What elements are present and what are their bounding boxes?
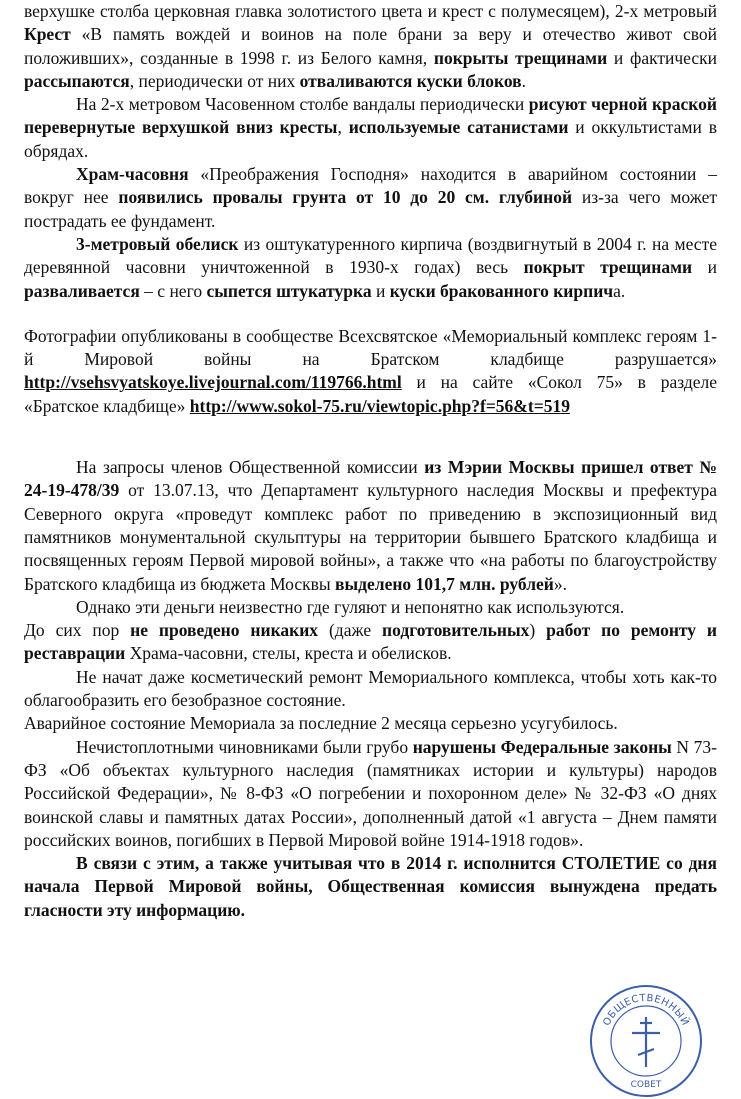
- paragraph-money: Однако эти деньги неизвестно где гуляют и непонятно как используются.: [76, 596, 625, 617]
- public-council-stamp: [588, 983, 704, 1099]
- document-page: [24, 0, 717, 922]
- paragraph-no-works: До сих пор не проведено никаких (даже подготовительных) работ по ремонту и реставрации Храма-часовни, стелы, креста и обелисков.: [24, 620, 718, 664]
- paragraph-chapel: Храм-часовня «Преображения Господня» находится в аварийном состоянии – вокруг нее появились провалы грунта от 10 до 20 см. глубиной из-за чего может пострадать ее фундамент.: [24, 164, 717, 231]
- paragraph-worsened: Аварийное состояние Мемориала за последние 2 месяца серьезно усугубилось.: [24, 713, 618, 734]
- paragraph-cross-condition: верхушке столба церковная главка золотистого цвета и крест с полумесяцем), 2-х метровый Крест «В память вождей и воинов на поле брани за веру и отечество живот свой положивших», созданные в 1998 г. из Белого камня, покрыты трещинами и фактически рассыпаются, периодически от них отваливаются куски блоков.: [24, 1, 718, 91]
- paragraph-conclusion: В связи с этим, а также учитывая что в 2014 г. исполнится СТОЛЕТИЕ со дня начала Первой Мировой войны, Общественная комиссия вынуждена предать гласности эту информацию.: [24, 853, 717, 920]
- paragraph-photos: Фотографии опубликованы в сообществе Всехсвятское «Мемориальный комплекс героям 1-й Мировой войны на Братском кладбище разрушается» http://vsehsvyatskoye.livejournal.com/119766.html и на сайте «Сокол 75» в разделе «Братское кладбище» http://www.sokol-75.ru/viewtopic.php?f=56&t=519: [24, 325, 717, 416]
- sokol-link[interactable]: http://www.sokol-75.ru/viewtopic.php?f=56&t=519: [189, 395, 570, 416]
- paragraph-no-repair: Не начат даже косметический ремонт Мемориального комплекса, чтобы хоть как-то облагообразить его безобразное состояние.: [24, 666, 717, 711]
- paragraph-mayor-response: На запросы членов Общественной комиссии из Мэрии Москвы пришел ответ № 24-19-478/39 от 13.07.13, что Департамент культурного наследия Москвы и префектура Северного округа «проведут комплекс работ по приведению в экспозиционный вид памятников монументальной скульптуры на территории бывшего Братского кладбища и посвященных героям Первой мировой войны», а также что «на работы по благоустройству Братского кладбища из бюджета Москвы выделено 101,7 млн. рублей».: [24, 457, 717, 594]
- paragraph-obelisk: 3-метровый обелиск из оштукатуренного кирпича (воздвигнутый в 2004 г. на месте деревянной часовни уничтоженной в 1930-х годах) весь покрыт трещинами и разваливается – с него сыпется штукатурка и куски бракованного кирпича.: [24, 233, 717, 301]
- orthodox-cross-icon: [632, 1017, 660, 1067]
- stamp-top-text: ОБЩЕСТВЕННЫЙ: [601, 992, 691, 1028]
- livejournal-link[interactable]: http://vsehsvyatskoye.livejournal.com/119766.html: [24, 372, 402, 393]
- paragraph-vandalism: На 2-х метровом Часовенном столбе вандалы периодически рисуют черной краской перевернутые верхушкой вниз кресты, используемые сатанистами и оккультистами в обрядах.: [24, 94, 717, 161]
- stamp-bottom-text: СОВЕТ: [630, 1080, 662, 1090]
- paragraph-laws: Нечистоплотными чиновниками были грубо нарушены Федеральные законы N 73-ФЗ «Об объектах культурного наследия (памятниках истории и культуры) народов Российской Федерации», № 8-ФЗ «О погребении и похоронном деле» № 32-ФЗ «О днях воинской славы и памятных датах России», дополненный датой «1 августа – Днем памяти российских воинов, погибших в Первой Мировой войне 1914-1918 годов».: [24, 736, 718, 850]
